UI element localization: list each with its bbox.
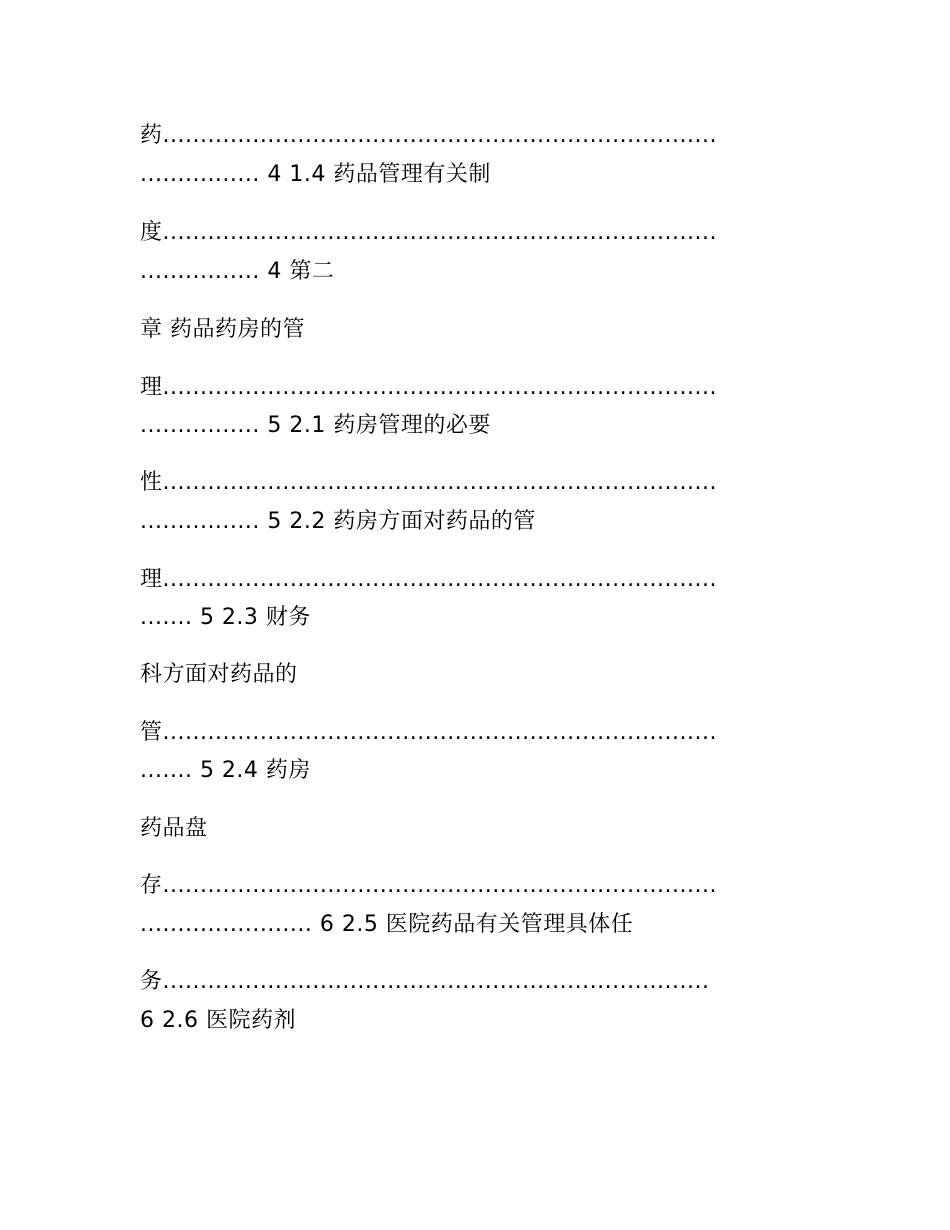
toc-line: ................ 5 2.1 药房管理的必要 (140, 413, 491, 438)
toc-line: 药品盘 (140, 816, 208, 841)
toc-line: 药.......................................................................... (140, 123, 717, 148)
toc-line: ................ 4 第二 (140, 259, 335, 284)
toc-line: 章 药品药房的管 (140, 317, 305, 342)
toc-line: 理.......................................................................... (140, 567, 717, 592)
toc-line: ....... 5 2.4 药房 (140, 758, 311, 783)
toc-line: 科方面对药品的 (140, 662, 298, 687)
toc-line: 度.......................................................................... (140, 220, 717, 245)
toc-line: ....................... 6 2.5 医院药品有关管理具体任 (140, 912, 634, 937)
toc-line: 务......................................................................... (140, 969, 710, 994)
toc-line: ................ 4 1.4 药品管理有关制 (140, 162, 491, 187)
toc-line: 6 2.6 医院药剂 (140, 1008, 296, 1033)
toc-line: 性.......................................................................... (140, 470, 717, 495)
toc-line: ....... 5 2.3 财务 (140, 605, 311, 630)
toc-line: 存.......................................................................... (140, 873, 717, 898)
toc-line: 理.......................................................................... (140, 375, 717, 400)
toc-line: ................ 5 2.2 药房方面对药品的管 (140, 509, 536, 534)
toc-line: 管.......................................................................... (140, 720, 717, 745)
